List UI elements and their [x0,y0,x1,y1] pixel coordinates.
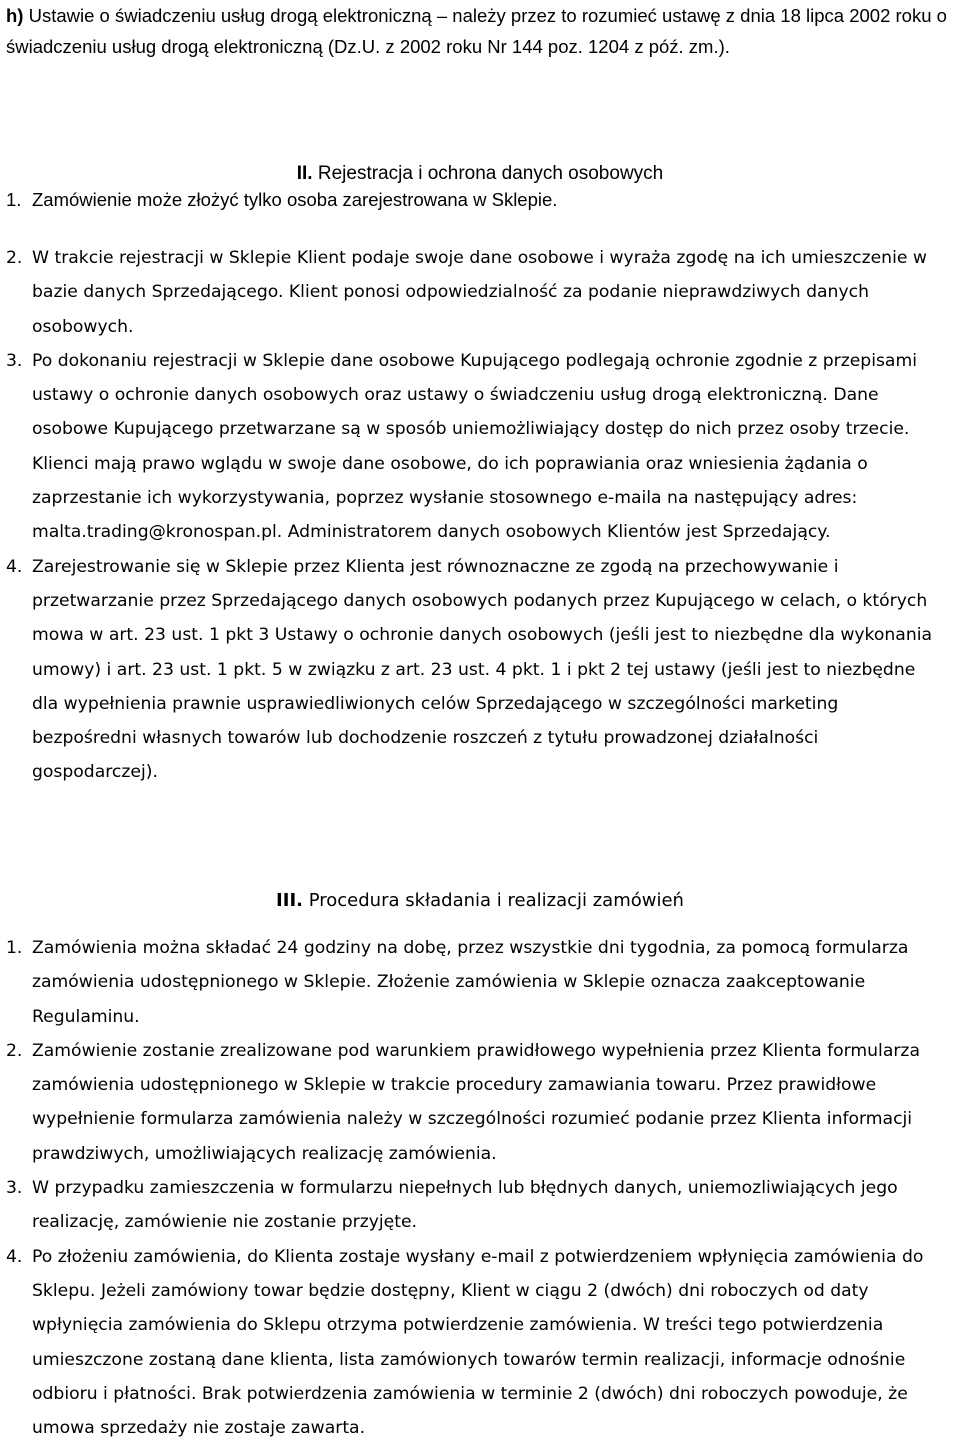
list-item-text: Zarejestrowanie się w Sklepie przez Klienta jest równoznaczne ze zgodą na przechowywanie i przetwarzanie przez Sprzedającego danych osobowych podanych przez Kupującego w celach, o których mowa w art. 23 ust. 1 pkt 3 Ustawy o ochronie danych osobowych (jeśli jest to niezbędne dla wykonania umowy) i art. 23 ust. 1 pkt. 5 w związku z art. 23 ust. 4 pkt. 1 i pkt 2 tej ustawy (jeśli jest to niezbędne dla wypełnienia prawnie usprawiedliwionych celów Sprzedającego w szczególności marketing bezpośredni własnych towarów lub dochodzenie roszczeń z tytułu prowadzonej działalności gospodarczej). [32,556,933,783]
list-item-text: Zamówienie może złożyć tylko osoba zarejestrowana w Sklepie. [32,189,558,210]
list-item [0,1034,940,1171]
list-item-text: Po złożeniu zamówienia, do Klienta zostaje wysłany e-mail z potwierdzeniem wpłynięcia zamówienia do Sklepu. Jeżeli zamówiony towar będzie dostępny, Klient w ciągu 2 (dwóch) dni roboczych od daty wpłynięcia zamówienia do Sklepu otrzyma potwierdzenie zamówienia. W treści tego potwierdzenia umieszczone zostaną dane klienta, lista zamówionych towarów termin realizacji, informacje odnośnie odbioru i płatności. Brak potwierdzenia zamówienia w terminie 2 (dwóch) dni roboczych powoduje, że umowa sprzedaży nie zostaje zawarta. [32,1246,924,1439]
list-item [0,1240,940,1445]
definition-text: Ustawie o świadczeniu usług drogą elektroniczną – należy przez to rozumieć ustawę z dnia 18 lipca 2002 roku o świadczeniu usług drogą elektroniczną (Dz.U. z 2002 roku Nr 144 poz. 1204 z póź. zm.). [6,5,947,57]
list-item-number: 3. [6,1178,23,1199]
list-item [0,1171,940,1240]
list-item [0,931,940,1034]
section-3-heading [0,884,960,918]
list-item-number: 2. [6,1040,23,1061]
section-2-list-first [0,183,940,217]
list-item-text: Zamówienia można składać 24 godziny na dobę, przez wszystkie dni tygodnia, za pomocą formularza zamówienia udostępnionego w Sklepie. Złożenie zamówienia w Sklepie oznacza zaakceptowanie Regulaminu. [32,938,909,1027]
list-item-number: 3. [6,350,23,371]
list-item-number: 4. [6,556,23,577]
list-item [0,241,940,344]
section-2-list [0,241,940,790]
list-item-number: 2. [6,248,23,268]
section-3-numeral: III. [276,890,303,911]
section-2-title-text: Rejestracja i ochrona danych osobowych [312,163,664,184]
section-2-numeral: II. [296,163,313,184]
list-item-text: W trakcie rejestracji w Sklepie Klient podaje swoje dane osobowe i wyraża zgodę na ich umieszczenie w bazie danych Sprzedającego. Klient ponosi odpowiedzialność za podanie nieprawdziwych danych osobowych. [32,248,927,337]
list-item-number: 1. [6,938,23,958]
definition-letter: h) [6,5,24,26]
section-3-title-text: Procedura składania i realizacji zamówień [302,890,684,911]
list-item [0,344,940,550]
list-item [0,550,940,790]
section-3-list [0,931,940,1445]
definition-paragraph-h [6,0,954,62]
list-item-number: 1. [6,189,22,210]
list-item-text: Zamówienie zostanie zrealizowane pod warunkiem prawidłowego wypełnienia przez Klienta formularza zamówienia udostępnionego w Sklepie w trakcie procedury zamawiania towaru. Przez prawidłowe wypełnienie formularza zamówienia należy w szczególności rozumieć podanie przez Klienta informacji prawdziwych, umożliwiających realizację zamówienia. [32,1040,920,1164]
list-item-text: Po dokonaniu rejestracji w Sklepie dane osobowe Kupującego podlegają ochronie zgodnie z przepisami ustawy o ochronie danych osobowych oraz ustawy o świadczeniu usług drogą elektroniczną. Dane osobowe Kupującego przetwarzane są w sposób uniemożliwiający dostęp do nich przez osoby trzecie. Klienci mają prawo wglądu w swoje dane osobowe, do ich poprawiania oraz wniesienia żądania o zaprzestanie ich wykorzystywania, poprzez wysłanie stosownego e-maila na następujący adres: malta.trading@kronospan.pl. Administratorem danych osobowych Klientów jest Sprzedający. [32,350,917,543]
list-item [0,183,940,217]
list-item-number: 4. [6,1246,23,1267]
list-item-text: W przypadku zamieszczenia w formularzu niepełnych lub błędnych danych, uniemozliwiających jego realizację, zamówienie nie zostanie przyjęte. [32,1178,898,1233]
